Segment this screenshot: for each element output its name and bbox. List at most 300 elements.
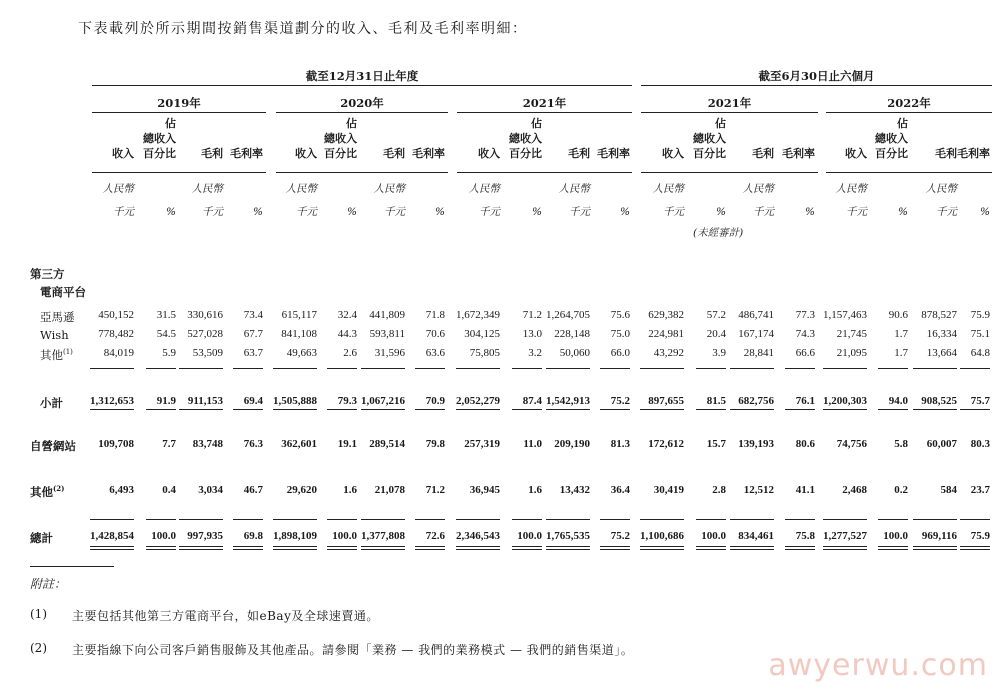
- table-cell: 1,765,535: [546, 530, 590, 542]
- table-cell: 49,663: [286, 347, 317, 359]
- unit-line: 千元: [202, 206, 223, 218]
- table-cell: 66.6: [795, 347, 815, 359]
- column-header-line: 總收入: [324, 132, 357, 145]
- total-bottom-rule-double: [600, 549, 630, 550]
- subtotal-top-rule: [696, 368, 726, 369]
- unit-label: [934, 178, 990, 224]
- column-header-line: 毛利: [935, 147, 957, 160]
- column-header-line: 百分比: [875, 147, 908, 160]
- total-bottom-rule: [546, 546, 590, 547]
- table-cell: 1,157,463: [823, 309, 867, 321]
- unit-line: 千元: [479, 206, 500, 218]
- unit-label: [759, 178, 815, 224]
- footnote-ref: (2): [53, 484, 65, 494]
- unit-line: 人民幣: [558, 183, 590, 195]
- column-header-line: 佔: [346, 117, 357, 130]
- subtotal-top-rule: [512, 368, 542, 369]
- column-header-line: 佔: [715, 117, 726, 130]
- table-cell: 16,334: [926, 328, 957, 340]
- table-cell: 1.6: [343, 484, 357, 496]
- table-cell: 3,034: [198, 484, 223, 496]
- table-cell: 1,200,303: [823, 395, 867, 407]
- subtotal-top-rule: [730, 368, 774, 369]
- subtotal-bottom-rule: [415, 409, 445, 410]
- table-cell: 23.7: [970, 484, 990, 496]
- table-cell: 330,616: [187, 309, 223, 321]
- table-cell: 75.6: [610, 309, 630, 321]
- total-bottom-rule: [640, 546, 684, 547]
- total-bottom-rule-double: [179, 549, 223, 550]
- total-bottom-rule-double: [273, 549, 317, 550]
- row-label-text: 小計: [40, 396, 63, 410]
- table-cell: 167,174: [738, 328, 774, 340]
- year-header-rule: [826, 112, 992, 113]
- subtotal-top-rule: [233, 368, 263, 369]
- column-header-line: [759, 116, 815, 131]
- subtotal-bottom-rule: [960, 409, 990, 410]
- table-cell: 75,805: [469, 347, 500, 359]
- total-top-rule: [785, 519, 815, 520]
- table-cell: 0.2: [894, 484, 908, 496]
- total-bottom-rule: [146, 546, 176, 547]
- year-header-rule: [92, 112, 266, 113]
- column-header-line: 收入: [478, 147, 500, 160]
- table-cell: 79.8: [425, 438, 445, 450]
- table-cell: 997,935: [187, 530, 223, 542]
- table-cell: 75.2: [610, 530, 630, 542]
- table-cell: 31,596: [374, 347, 405, 359]
- table-cell: 19.1: [337, 438, 357, 450]
- table-cell: 60,007: [926, 438, 957, 450]
- table-cell: 615,117: [281, 309, 317, 321]
- table-cell: 1,672,349: [456, 309, 500, 321]
- unit-line: 人民幣: [285, 183, 317, 195]
- table-cell: 21,078: [374, 484, 405, 496]
- table-cell: 1,067,216: [361, 395, 405, 407]
- subtotal-bottom-rule: [546, 409, 590, 410]
- table-cell: 486,741: [738, 309, 774, 321]
- unit-line: 人民幣: [468, 183, 500, 195]
- table-cell: 31.5: [156, 309, 176, 321]
- year-header-rule: [641, 112, 818, 113]
- table-cell: 70.6: [425, 328, 445, 340]
- table-cell: 75.8: [795, 530, 815, 542]
- unit-line: %: [980, 206, 990, 218]
- table-cell: 1,505,888: [273, 395, 317, 407]
- total-top-rule: [90, 519, 134, 520]
- subtotal-top-rule: [327, 368, 357, 369]
- unit-label: [389, 178, 445, 224]
- table-cell: 778,482: [98, 328, 134, 340]
- unit-line: %: [716, 206, 726, 218]
- subtotal-top-rule: [640, 368, 684, 369]
- table-cell: 81.5: [706, 395, 726, 407]
- row-label-text: 電商平台: [40, 285, 86, 299]
- unit-line: 千元: [569, 206, 590, 218]
- table-cell: 76.1: [795, 395, 815, 407]
- table-cell: 53,509: [192, 347, 223, 359]
- total-bottom-rule-double: [456, 549, 500, 550]
- total-top-rule: [233, 519, 263, 520]
- unit-line: %: [347, 206, 357, 218]
- table-cell: 100.0: [701, 530, 726, 542]
- watermark: awyerwu.com: [768, 648, 988, 683]
- table-cell: 46.7: [243, 484, 263, 496]
- table-cell: 682,756: [738, 395, 774, 407]
- subtotal-top-rule: [785, 368, 815, 369]
- table-cell: 172,612: [648, 438, 684, 450]
- column-header-line: [574, 116, 630, 131]
- table-cell: 15.7: [706, 438, 726, 450]
- total-bottom-rule: [823, 546, 867, 547]
- subtotal-bottom-rule: [233, 409, 263, 410]
- footnote-title: 附註：: [30, 577, 67, 591]
- subtotal-bottom-rule: [90, 409, 134, 410]
- subtotal-top-rule: [273, 368, 317, 369]
- table-cell: 63.6: [425, 347, 445, 359]
- table-cell: 81.3: [610, 438, 630, 450]
- row-label-text: 總計: [30, 531, 53, 545]
- row-label-text: 其他: [40, 348, 63, 362]
- table-cell: 7.7: [162, 438, 176, 450]
- subtotal-bottom-rule: [640, 409, 684, 410]
- table-cell: 629,382: [648, 309, 684, 321]
- table-cell: 69.4: [243, 395, 263, 407]
- table-cell: 75.9: [970, 530, 990, 542]
- header-bottom-rule: [92, 172, 266, 173]
- total-top-rule: [960, 519, 990, 520]
- subtotal-top-rule: [878, 368, 908, 369]
- unit-line: 人民幣: [925, 183, 957, 195]
- table-cell: 841,108: [281, 328, 317, 340]
- total-bottom-rule: [600, 546, 630, 547]
- total-bottom-rule: [456, 546, 500, 547]
- subtotal-top-rule: [913, 368, 957, 369]
- table-cell: 304,125: [464, 328, 500, 340]
- year-header-rule: [457, 112, 632, 113]
- total-bottom-rule: [90, 546, 134, 547]
- total-top-rule: [456, 519, 500, 520]
- unit-label: [574, 178, 630, 224]
- total-bottom-rule: [878, 546, 908, 547]
- column-header-line: 毛利率: [782, 147, 815, 160]
- table-cell: 13.0: [522, 328, 542, 340]
- table-cell: 2,052,279: [456, 395, 500, 407]
- unit-line: %: [805, 206, 815, 218]
- total-bottom-rule: [913, 546, 957, 547]
- total-bottom-rule-double: [415, 549, 445, 550]
- column-header-line: 總收入: [875, 132, 908, 145]
- row-label: [40, 328, 69, 342]
- total-top-rule: [600, 519, 630, 520]
- row-label: [30, 266, 65, 282]
- unit-line: 千元: [846, 206, 867, 218]
- table-cell: 1,264,705: [546, 309, 590, 321]
- table-cell: 79.3: [337, 395, 357, 407]
- total-bottom-rule: [327, 546, 357, 547]
- table-cell: 209,190: [554, 438, 590, 450]
- table-cell: 289,514: [369, 438, 405, 450]
- table-cell: 1,377,808: [361, 530, 405, 542]
- subtotal-bottom-rule: [823, 409, 867, 410]
- row-label-text: 第三方: [30, 267, 65, 281]
- unit-line: 千元: [753, 206, 774, 218]
- total-bottom-rule-double: [90, 549, 134, 550]
- footnote-ref: (1): [63, 348, 73, 357]
- total-top-rule: [415, 519, 445, 520]
- table-cell: 3.9: [712, 347, 726, 359]
- row-label: [30, 484, 65, 500]
- table-cell: 969,116: [921, 530, 957, 542]
- total-top-rule: [640, 519, 684, 520]
- column-header-line: 總收入: [693, 132, 726, 145]
- row-label-text: 亞馬遜: [40, 310, 75, 324]
- table-cell: 87.4: [522, 395, 542, 407]
- subtotal-top-rule: [600, 368, 630, 369]
- column-header-line: 收入: [845, 147, 867, 160]
- total-bottom-rule: [273, 546, 317, 547]
- column-header-line: [207, 131, 263, 146]
- subtotal-bottom-rule: [785, 409, 815, 410]
- table-cell: 1,277,527: [823, 530, 867, 542]
- column-header-line: [934, 116, 990, 131]
- column-header-line: 收入: [295, 147, 317, 160]
- column-header-line: [574, 131, 630, 146]
- header-bottom-rule: [457, 172, 632, 173]
- subtotal-bottom-rule: [512, 409, 542, 410]
- subtotal-top-rule: [415, 368, 445, 369]
- row-label: [40, 284, 86, 300]
- table-cell: 100.0: [883, 530, 908, 542]
- total-bottom-rule-double: [546, 549, 590, 550]
- total-bottom-rule-double: [146, 549, 176, 550]
- total-top-rule: [913, 519, 957, 520]
- unit-line: 人民幣: [102, 183, 134, 195]
- table-cell: 72.6: [425, 530, 445, 542]
- total-bottom-rule-double: [512, 549, 542, 550]
- subtotal-bottom-rule: [696, 409, 726, 410]
- table-cell: 911,153: [187, 395, 223, 407]
- unit-line: 人民幣: [373, 183, 405, 195]
- column-header-line: 毛利: [568, 147, 590, 160]
- unit-line: 千元: [296, 206, 317, 218]
- total-bottom-rule-double: [785, 549, 815, 550]
- table-cell: 6,493: [109, 484, 134, 496]
- table-cell: 2,346,543: [456, 530, 500, 542]
- intro-text: 下表載列於所示期間按銷售渠道劃分的收入、毛利及毛利率明細：: [78, 21, 528, 37]
- column-header-line: 百分比: [143, 147, 176, 160]
- table-cell: 54.5: [156, 328, 176, 340]
- total-bottom-rule-double: [878, 549, 908, 550]
- column-header-line: 毛利率: [597, 147, 630, 160]
- table-cell: 1,312,653: [90, 395, 134, 407]
- table-cell: 83,748: [192, 438, 223, 450]
- unit-line: 千元: [384, 206, 405, 218]
- unit-line: %: [898, 206, 908, 218]
- table-cell: 878,527: [921, 309, 957, 321]
- table-cell: 20.4: [706, 328, 726, 340]
- unit-line: 人民幣: [835, 183, 867, 195]
- unit-line: %: [620, 206, 630, 218]
- table-cell: 29,620: [286, 484, 317, 496]
- total-bottom-rule: [415, 546, 445, 547]
- table-cell: 77.3: [795, 309, 815, 321]
- unit-line: [759, 178, 815, 201]
- table-cell: 91.9: [156, 395, 176, 407]
- table-cell: 2.8: [712, 484, 726, 496]
- unit-line: [934, 178, 990, 201]
- column-header: [934, 116, 990, 161]
- unaudited-note: (未經審計): [693, 227, 744, 239]
- total-top-rule: [512, 519, 542, 520]
- total-bottom-rule: [730, 546, 774, 547]
- table-cell: 1,100,686: [640, 530, 684, 542]
- unit-line: [207, 178, 263, 201]
- footnote-text: 主要指線下向公司客戶銷售服飾及其他產品。請參閱「業務 — 我們的業務模式 — 我們的銷售渠道」。: [72, 643, 634, 657]
- column-header-line: 收入: [112, 147, 134, 160]
- total-top-rule: [823, 519, 867, 520]
- unit-line: 千元: [936, 206, 957, 218]
- footnote-rule: [30, 566, 114, 567]
- unit-label: [207, 178, 263, 224]
- table-cell: 71.2: [425, 484, 445, 496]
- table-cell: 5.9: [162, 347, 176, 359]
- table-cell: 0.4: [162, 484, 176, 496]
- footnote-text: 主要包括其他第三方電商平台，如eBay及全球速賣通。: [72, 609, 379, 623]
- unit-line: [389, 178, 445, 201]
- subtotal-top-rule: [90, 368, 134, 369]
- row-label: [30, 438, 76, 454]
- table-cell: 100.0: [332, 530, 357, 542]
- table-cell: 75.0: [610, 328, 630, 340]
- period-header: 截至6月30日止六個月: [758, 69, 875, 83]
- column-header-line: [207, 116, 263, 131]
- table-cell: 75.2: [610, 395, 630, 407]
- table-cell: 224,981: [648, 328, 684, 340]
- table-cell: 75.9: [970, 309, 990, 321]
- table-cell: 593,811: [369, 328, 405, 340]
- row-label: [40, 309, 75, 325]
- table-cell: 13,664: [926, 347, 957, 359]
- column-header-line: 毛利率: [412, 147, 445, 160]
- table-cell: 30,419: [653, 484, 684, 496]
- table-cell: 21,745: [836, 328, 867, 340]
- subtotal-top-rule: [960, 368, 990, 369]
- table-cell: 139,193: [738, 438, 774, 450]
- unit-line: 千元: [113, 206, 134, 218]
- unit-label: [852, 178, 908, 224]
- subtotal-bottom-rule: [730, 409, 774, 410]
- subtotal-top-rule: [361, 368, 405, 369]
- total-bottom-rule-double: [730, 549, 774, 550]
- subtotal-bottom-rule: [327, 409, 357, 410]
- total-bottom-rule-double: [327, 549, 357, 550]
- table-cell: 450,152: [98, 309, 134, 321]
- table-cell: 1.6: [528, 484, 542, 496]
- column-header: [852, 116, 908, 161]
- table-cell: 11.0: [523, 438, 542, 450]
- column-header-line: 毛利率: [957, 147, 990, 160]
- column-header-line: 總收入: [509, 132, 542, 145]
- table-cell: 1,428,854: [90, 530, 134, 542]
- subtotal-bottom-rule: [913, 409, 957, 410]
- column-header-line: 佔: [897, 117, 908, 130]
- row-label-text: 其他: [30, 485, 53, 499]
- column-header-line: [759, 131, 815, 146]
- total-top-rule: [146, 519, 176, 520]
- subtotal-bottom-rule: [361, 409, 405, 410]
- subtotal-bottom-rule: [600, 409, 630, 410]
- total-top-rule: [179, 519, 223, 520]
- column-header: [389, 116, 445, 161]
- unit-line: 千元: [663, 206, 684, 218]
- unit-line: [852, 178, 908, 201]
- table-cell: 1,898,109: [273, 530, 317, 542]
- row-label-text: Wish: [40, 328, 69, 342]
- table-cell: 90.6: [888, 309, 908, 321]
- table-cell: 5.8: [894, 438, 908, 450]
- table-cell: 71.2: [522, 309, 542, 321]
- column-header-line: [389, 116, 445, 131]
- header-bottom-rule: [276, 172, 448, 173]
- total-bottom-rule-double: [960, 549, 990, 550]
- header-bottom-rule: [641, 172, 818, 173]
- column-header-line: 百分比: [324, 147, 357, 160]
- table-cell: 75.1: [970, 328, 990, 340]
- table-cell: 74,756: [836, 438, 867, 450]
- table-cell: 76.3: [243, 438, 263, 450]
- column-header-line: [389, 131, 445, 146]
- column-header: [574, 116, 630, 161]
- subtotal-top-rule: [146, 368, 176, 369]
- unit-line: %: [253, 206, 263, 218]
- table-cell: 897,655: [648, 395, 684, 407]
- table-cell: 2.6: [343, 347, 357, 359]
- period-header-rule: [641, 85, 992, 86]
- footnote-number: (1): [30, 607, 47, 621]
- unit-line: 人民幣: [191, 183, 223, 195]
- period-header-rule: [92, 85, 632, 86]
- table-cell: 12,512: [743, 484, 774, 496]
- total-bottom-rule-double: [640, 549, 684, 550]
- table-cell: 100.0: [151, 530, 176, 542]
- table-cell: 50,060: [559, 347, 590, 359]
- table-cell: 66.0: [610, 347, 630, 359]
- table-cell: 257,319: [464, 438, 500, 450]
- column-header-line: 百分比: [693, 147, 726, 160]
- table-cell: 527,028: [187, 328, 223, 340]
- total-bottom-rule-double: [361, 549, 405, 550]
- column-header-line: 佔: [531, 117, 542, 130]
- unit-line: %: [166, 206, 176, 218]
- column-header: [207, 116, 263, 161]
- table-cell: 228,148: [554, 328, 590, 340]
- table-cell: 362,601: [281, 438, 317, 450]
- table-cell: 41.1: [795, 484, 815, 496]
- table-cell: 908,525: [921, 395, 957, 407]
- total-bottom-rule: [233, 546, 263, 547]
- total-top-rule: [327, 519, 357, 520]
- total-bottom-rule: [179, 546, 223, 547]
- column-header-line: 收入: [662, 147, 684, 160]
- subtotal-top-rule: [823, 368, 867, 369]
- table-cell: 57.2: [706, 309, 726, 321]
- table-cell: 36,945: [469, 484, 500, 496]
- table-cell: 70.9: [425, 395, 445, 407]
- table-cell: 2,468: [842, 484, 867, 496]
- column-header-line: 總收入: [143, 132, 176, 145]
- table-cell: 13,432: [559, 484, 590, 496]
